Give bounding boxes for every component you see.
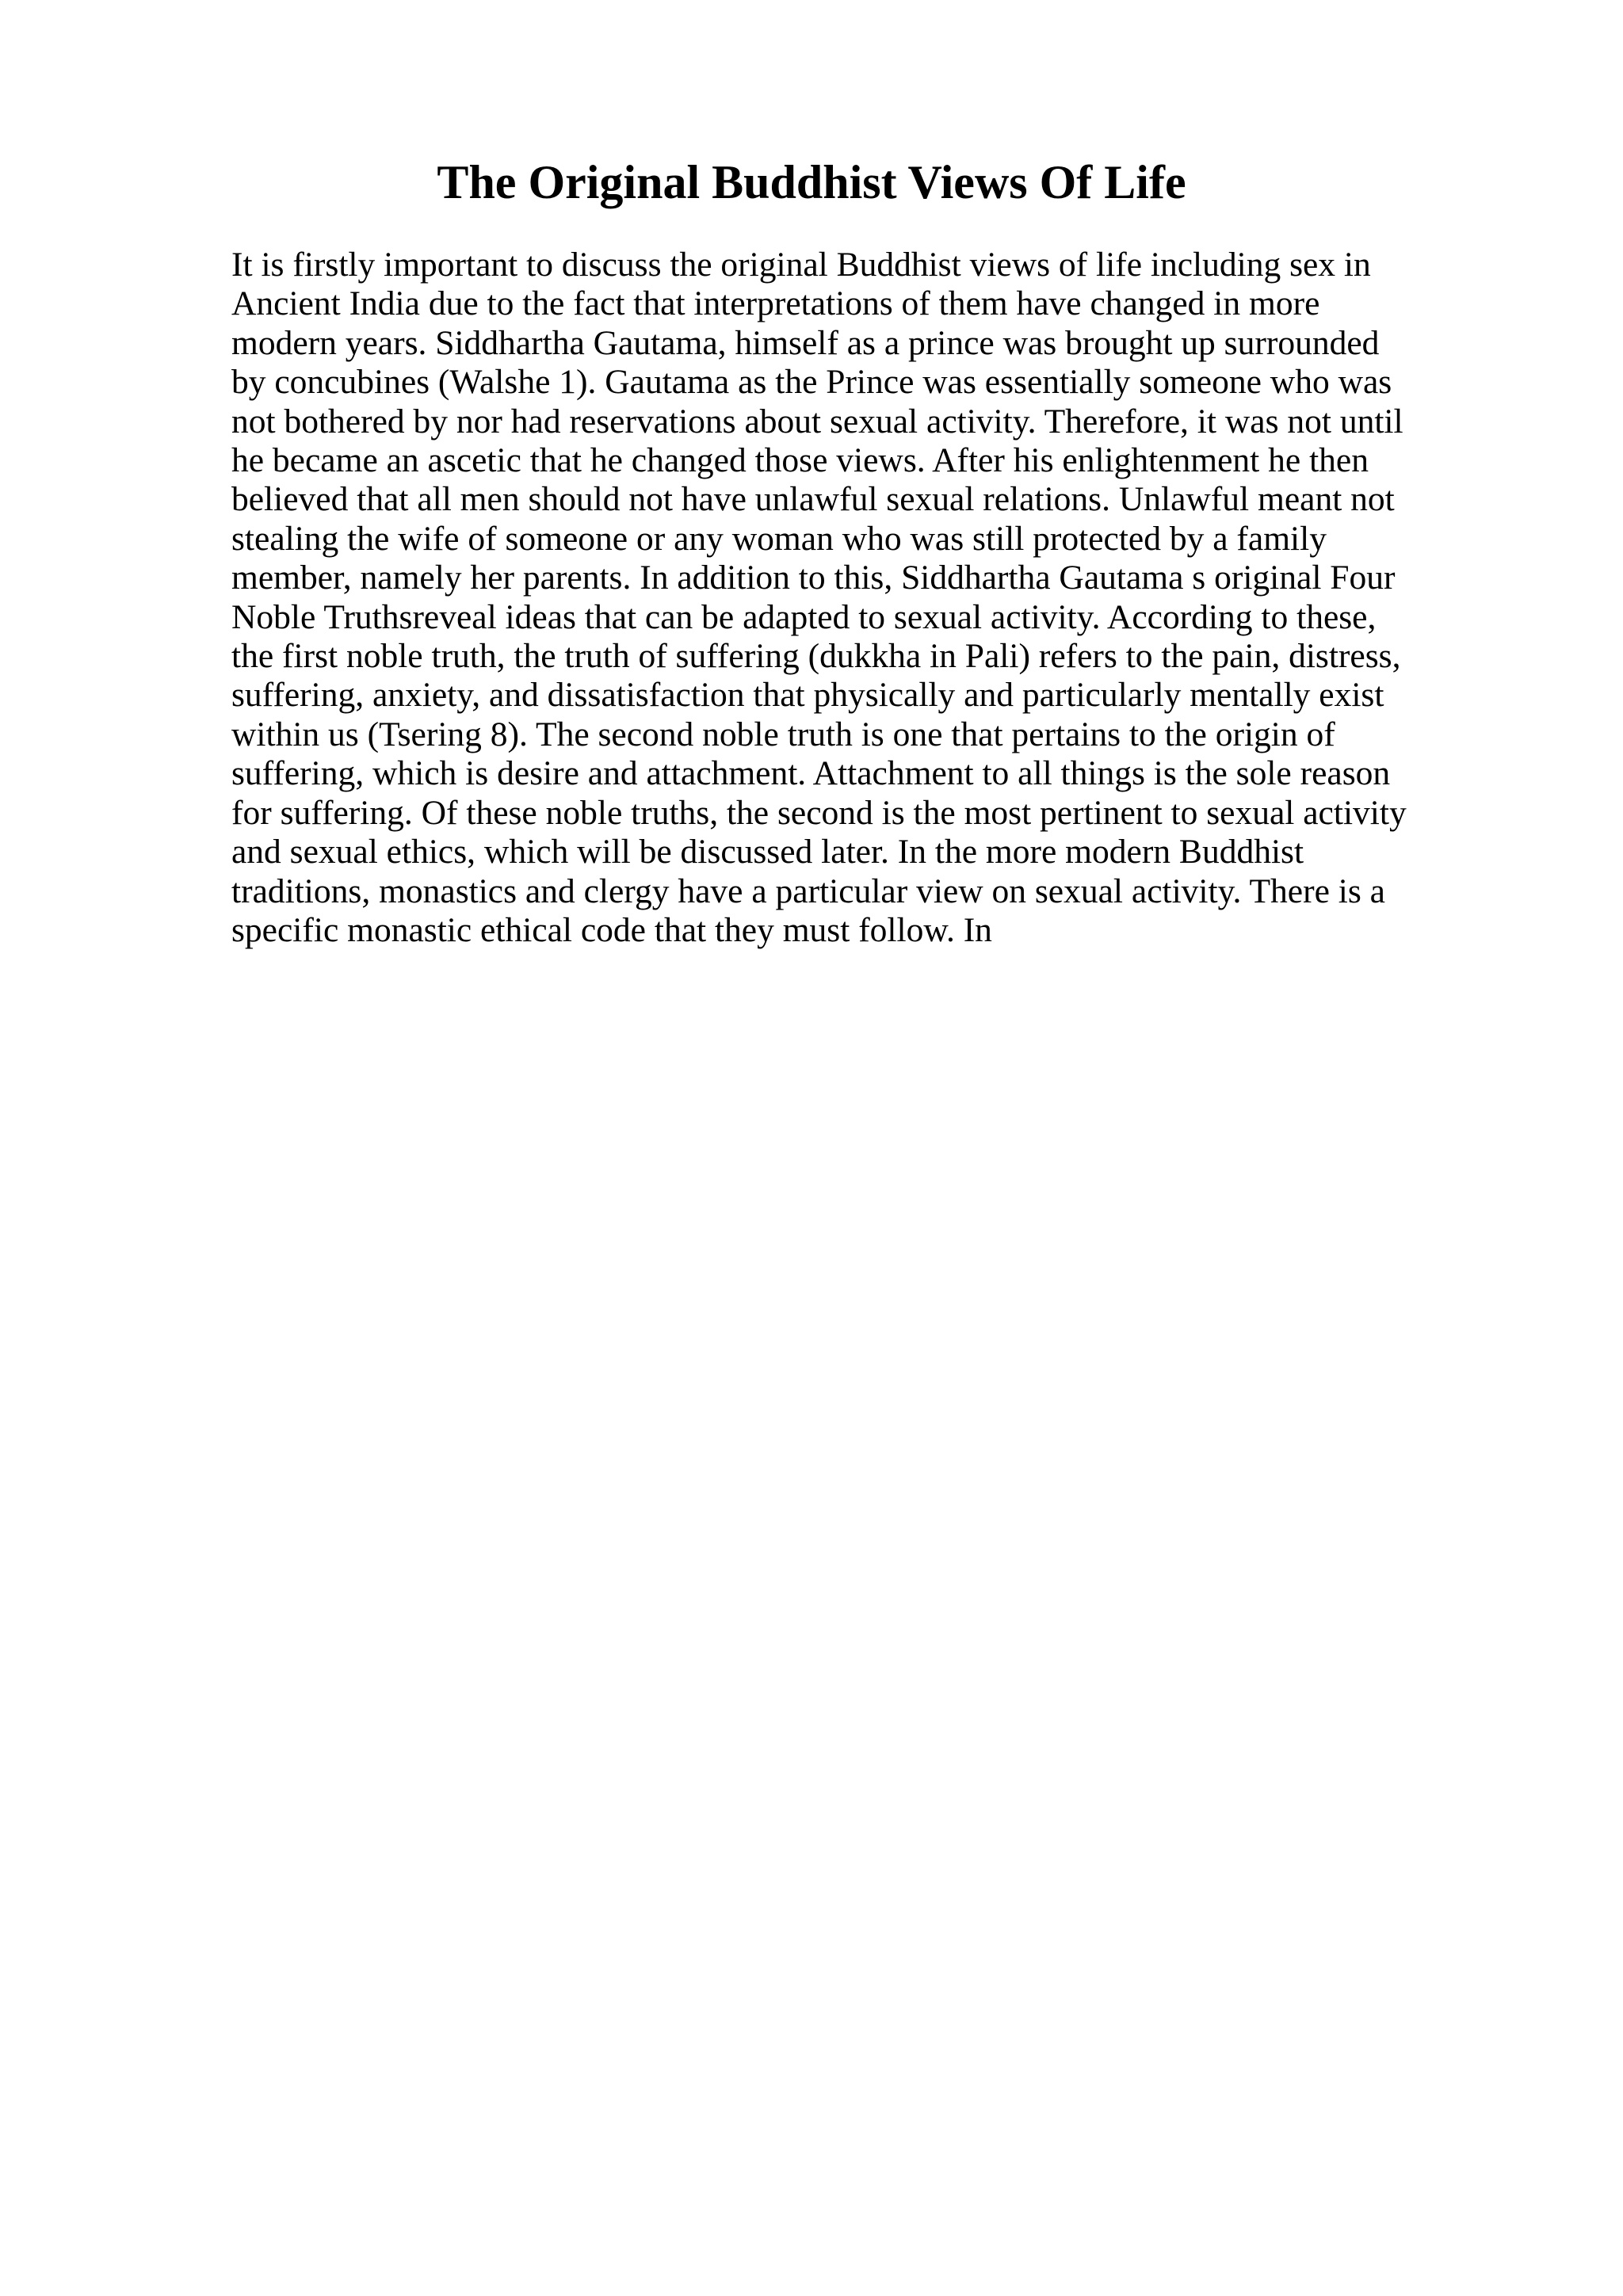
paragraph-line: for suffering. Of these noble truths, the second is the most pertinent to sexual activity — [231, 793, 1407, 832]
paragraph-line: Ancient India due to the fact that interpretations of them have changed in more — [231, 284, 1320, 323]
paragraph-line: traditions, monastics and clergy have a particular view on sexual activity. There is a — [231, 871, 1385, 910]
paragraph-line: specific monastic ethical code that they must follow. In — [231, 910, 992, 949]
paragraph-line: modern years. Siddhartha Gautama, himself as a prince was brought up surrounded — [231, 323, 1380, 362]
paragraph-line: and sexual ethics, which will be discussed later. In the more modern Buddhist — [231, 833, 1304, 871]
paragraph-line: by concubines (Walshe 1). Gautama as the Prince was essentially someone who was — [231, 363, 1392, 402]
paragraph-line: not bothered by nor had reservations about sexual activity. Therefore, it was not until — [231, 402, 1403, 441]
paragraph-line: within us (Tsering 8). The second noble truth is one that pertains to the origin of — [231, 715, 1335, 753]
paragraph-line: the first noble truth, the truth of suffering (dukkha in Pali) refers to the pain, distress, — [231, 637, 1401, 676]
body-paragraph — [231, 246, 1499, 950]
paragraph-line: suffering, which is desire and attachment. Attachment to all things is the sole reason — [231, 754, 1391, 793]
paragraph-line: suffering, anxiety, and dissatisfaction that physically and particularly mentally exist — [231, 676, 1384, 715]
paragraph-line: member, namely her parents. In addition to this, Siddhartha Gautama s original Four — [231, 559, 1396, 597]
paragraph-line: It is firstly important to discuss the original Buddhist views of life including sex in — [231, 246, 1371, 284]
paragraph-line: believed that all men should not have unlawful sexual relations. Unlawful meant not — [231, 480, 1395, 519]
paragraph-line: stealing the wife of someone or any woman who was still protected by a family — [231, 519, 1327, 558]
paragraph-line: he became an ascetic that he changed those views. After his enlightenment he then — [231, 441, 1369, 480]
page-title: The Original Buddhist Views Of Life — [437, 156, 1186, 208]
paragraph-line: Noble Truthsreveal ideas that can be adapted to sexual activity. According to these, — [231, 597, 1377, 636]
